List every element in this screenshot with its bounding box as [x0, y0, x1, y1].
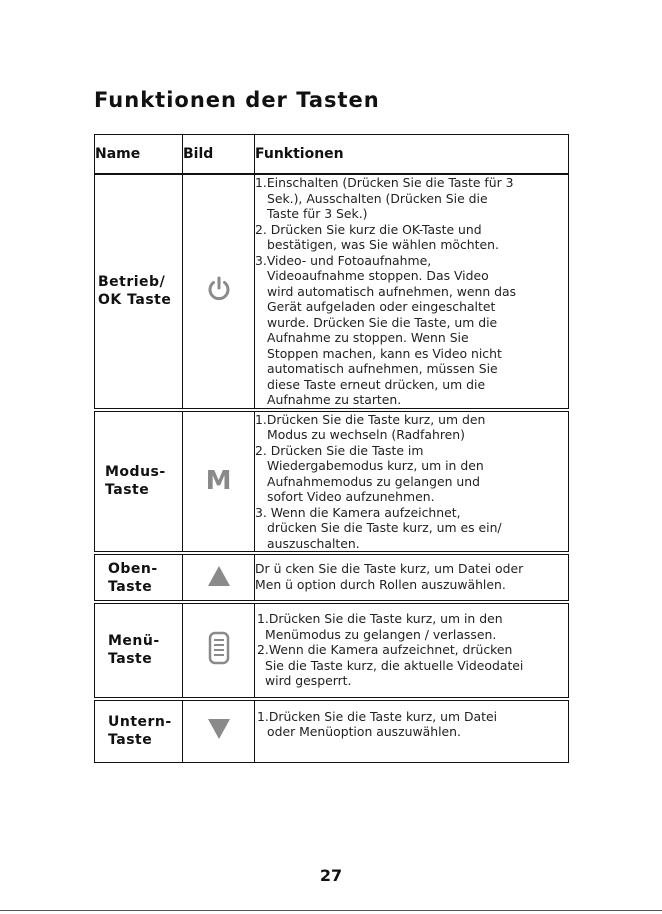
function-line: 2.Wenn die Kamera aufzeichnet, drücken [257, 642, 513, 657]
function-line: 3.Video- und Fotoaufnahme, [255, 252, 432, 268]
table-row [95, 411, 569, 552]
header-name: Name [95, 135, 183, 174]
function-line: wird gesperrt. [265, 673, 352, 688]
key-icon-cell [183, 604, 255, 698]
triangle-up-icon [207, 565, 231, 587]
key-name-cell [95, 604, 183, 698]
triangle-down-icon [207, 718, 231, 740]
key-name-line: Menü- [108, 633, 160, 650]
key-icon-cell [183, 555, 255, 601]
menu-lines-icon [208, 631, 230, 665]
key-name-line: Oben- [108, 560, 158, 577]
power-icon [206, 275, 232, 303]
key-icon-cell [183, 175, 255, 409]
function-line: oder Menüoption auszuwählen. [267, 724, 461, 739]
function-line: Stoppen machen, kann es Video nicht [267, 345, 502, 361]
function-line: auszuschalten. [267, 535, 360, 551]
m-letter-icon: M [205, 466, 232, 497]
key-name-cell [95, 175, 183, 409]
function-line: Gerät aufgeladen oder eingeschaltet [267, 299, 496, 314]
function-line: wird automatisch aufnehmen, wenn das [267, 283, 517, 299]
function-line: Videoaufnahme stoppen. Das Video [267, 268, 489, 283]
key-name-line: Taste [108, 651, 153, 668]
function-line: Aufnahmemodus zu gelangen und [267, 473, 480, 489]
function-line: Aufnahme zu starten. [267, 392, 402, 407]
key-function-cell [255, 411, 569, 552]
function-line: wurde. Drücken Sie die Taste, um die [267, 314, 498, 330]
header-bild: Bild [183, 135, 255, 174]
table-row [95, 604, 569, 698]
key-icon-cell [183, 411, 255, 552]
function-line: sofort Video aufzunehmen. [267, 489, 435, 504]
key-name-cell [95, 555, 183, 601]
key-name-line: Taste [108, 732, 153, 748]
function-line: 1.Drücken Sie die Taste kurz, um Datei [257, 708, 498, 724]
function-line: Wiedergabemodus kurz, um in den [267, 458, 484, 473]
function-line: Sie die Taste kurz, die aktuelle Videodatei [265, 657, 524, 673]
key-name-line: Modus- [105, 464, 166, 481]
function-line: Modus zu wechseln (Radfahren) [267, 427, 465, 442]
key-functions-table [94, 134, 569, 763]
key-function-cell [255, 604, 569, 698]
function-line: bestätigen, was Sie wählen möchten. [267, 237, 499, 252]
function-line: 3. Wenn die Kamera aufzeichnet, [255, 504, 461, 520]
key-name-line: Untern- [108, 714, 172, 730]
function-line: Dr ü cken Sie die Taste kurz, um Datei oder [255, 561, 524, 576]
table-row [95, 700, 569, 762]
key-name-line: Taste [105, 482, 150, 499]
function-line: diese Taste erneut drücken, um die [267, 376, 486, 392]
header-funktionen: Funktionen [255, 135, 569, 174]
table-row [95, 555, 569, 601]
function-line: 1.Einschalten (Drücken Sie die Taste für 3 [255, 175, 514, 190]
page-title: Funktionen der Tasten [94, 88, 380, 112]
function-line: 2. Drücken Sie die Taste im [255, 442, 424, 458]
table-row [95, 175, 569, 409]
bottom-divider [0, 910, 662, 911]
function-line: 2. Drücken Sie kurz die OK-Taste und [255, 221, 482, 237]
function-line: Aufnahme zu stoppen. Wenn Sie [267, 330, 469, 345]
key-function-cell [255, 555, 569, 601]
function-line: Menümodus zu gelangen / verlassen. [265, 626, 497, 642]
function-line: Men ü option durch Rollen auszuwählen. [255, 576, 506, 592]
key-name-cell [95, 700, 183, 762]
function-line: Taste für 3 Sek.) [267, 206, 368, 221]
table-header-row [95, 135, 569, 174]
key-name-line: OK Taste [98, 292, 172, 309]
key-name-line: Taste [108, 578, 153, 595]
key-function-cell [255, 700, 569, 762]
function-line: drücken Sie die Taste kurz, um es ein/ [267, 520, 502, 535]
function-line: automatisch aufnehmen, müssen Sie [267, 361, 498, 376]
key-function-cell [255, 175, 569, 409]
function-line: 1.Drücken Sie die Taste kurz, um den [255, 411, 486, 427]
function-line: 1.Drücken Sie die Taste kurz, um in den [257, 611, 503, 626]
key-name-cell [95, 411, 183, 552]
key-icon-cell [183, 700, 255, 762]
key-name-line: Betrieb/ [98, 274, 166, 291]
page-number: 27 [319, 866, 343, 885]
function-line: Sek.), Ausschalten (Drücken Sie die [267, 190, 488, 206]
